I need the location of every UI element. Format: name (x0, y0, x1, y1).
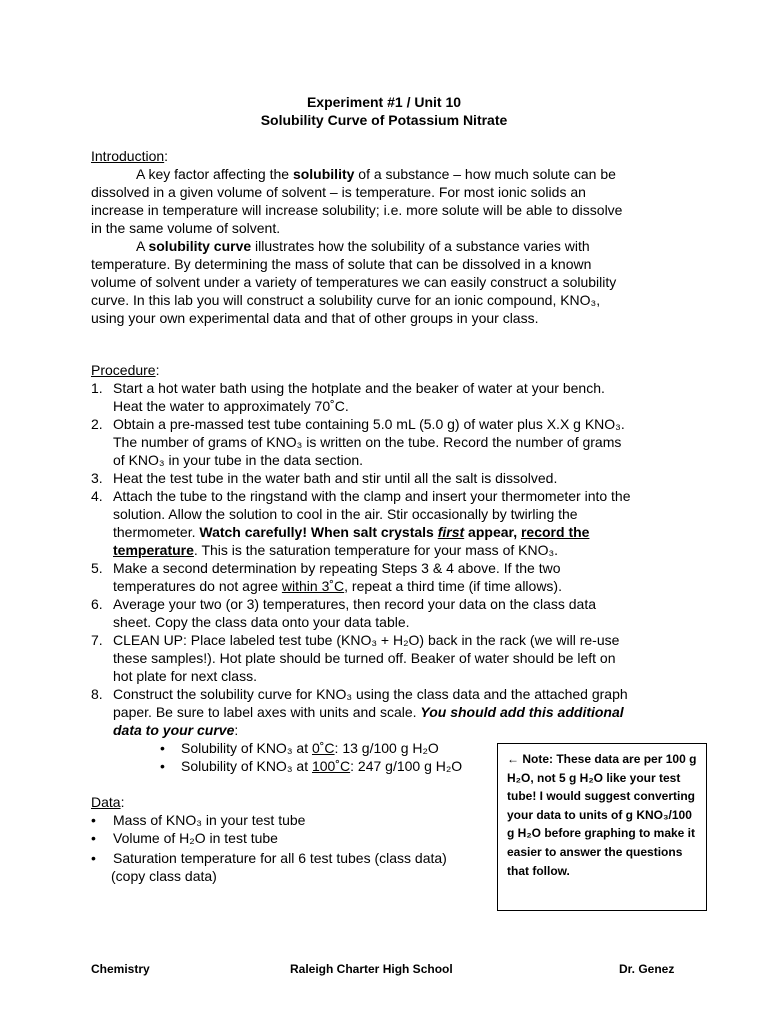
step-4-line2: solution. Allow the solution to cool in the air. Stir occasionally by twirling the (113, 506, 578, 522)
intro-p1-line3: increase in temperature will increase solubility; i.e. more solute will be able to dissolve (91, 202, 623, 218)
step-number-7: 7. (91, 632, 103, 648)
step-3-line1: Heat the test tube in the water bath and stir until all the salt is dissolved. (113, 470, 558, 486)
data-heading: Data: (91, 794, 125, 810)
step-4-line1: Attach the tube to the ringstand with the clamp and insert your thermometer into the (113, 488, 631, 504)
step-5-line1: Make a second determination by repeating Steps 3 & 4 above. If the two (113, 560, 561, 576)
step-2-line2: The number of grams of KNO₃ is written on the tube. Record the number of grams (113, 434, 622, 450)
experiment-subtitle: Solubility Curve of Potassium Nitrate (260, 112, 508, 128)
step-6-line1: Average your two (or 3) temperatures, then record your data on the class data (113, 596, 596, 612)
data-item-saturation-temp: Saturation temperature for all 6 test tubes (class data) (113, 850, 447, 866)
step-2-line3: of KNO₃ in your tube in the data section. (113, 452, 364, 468)
step-7-line1: CLEAN UP: Place labeled test tube (KNO₃ + H₂O) back in the rack (we will re-use (113, 632, 620, 648)
step-8-line3: data to your curve: (113, 722, 239, 738)
data-item-volume: Volume of H₂O in test tube (113, 830, 278, 846)
experiment-title: Experiment #1 / Unit 10 (306, 94, 462, 110)
intro-p2-line1: A solubility curve illustrates how the solubility of a substance varies with (136, 238, 590, 254)
step-8-line2: paper. Be sure to label axes with units and scale. You should add this additional (113, 704, 624, 720)
intro-p1-line4: in the same volume of solvent. (91, 220, 281, 236)
step-number-6: 6. (91, 596, 103, 612)
step-7-line3: hot plate for next class. (113, 668, 257, 684)
data-item-sub: (copy class data) (111, 868, 217, 884)
footer-school: Raleigh Charter High School (290, 962, 453, 976)
step-number-5: 5. (91, 560, 103, 576)
intro-p2-line2: temperature. By determining the mass of solute that can be dissolved in a known (91, 256, 592, 272)
step-6-line2: sheet. Copy the class data onto your data table. (113, 614, 410, 630)
bullet-marker: • (91, 830, 96, 846)
intro-p2-line4: curve. In this lab you will construct a solubility curve for an ionic compound, KNO₃, (91, 292, 601, 308)
step-7-line2: these samples!). Hot plate should be turned off. Beaker of water should be left on (113, 650, 616, 666)
step-number-2: 2. (91, 416, 103, 432)
intro-p1-line2: dissolved in a given volume of solvent – is temperature. For most ionic solids an (91, 184, 586, 200)
step-8-line1: Construct the solubility curve for KNO₃ using the class data and the attached graph (113, 686, 628, 702)
bullet-marker: • (160, 740, 165, 756)
note-text: These data are per 100 g H₂O, not 5 g H₂O like your test tube! I would suggest converting your data to units of g KNO₃/100 g H₂O before graphing to make it easier to answer the questions that follow. (507, 752, 697, 878)
note-box (497, 743, 707, 911)
left-arrow-icon: ← (507, 752, 519, 766)
step-4-line4: temperature. This is the saturation temperature for your mass of KNO₃. (113, 542, 559, 558)
extra-data-point-100c: Solubility of KNO₃ at 100˚C: 247 g/100 g H₂O (181, 758, 463, 774)
bullet-marker: • (91, 850, 96, 866)
intro-p1-line1: A key factor affecting the solubility of a substance – how much solute can be (136, 166, 616, 182)
step-number-4: 4. (91, 488, 103, 504)
bullet-marker: • (91, 812, 96, 828)
step-5-line2: temperatures do not agree within 3˚C, repeat a third time (if time allows). (113, 578, 562, 594)
extra-data-point-0c: Solubility of KNO₃ at 0˚C: 13 g/100 g H₂O (181, 740, 439, 756)
step-number-3: 3. (91, 470, 103, 486)
procedure-heading: Procedure: (91, 362, 160, 378)
step-1-line2: Heat the water to approximately 70˚C. (113, 398, 349, 414)
step-4-line3: thermometer. Watch carefully! When salt crystals first appear, record the (113, 524, 590, 540)
step-1-line1: Start a hot water bath using the hotplate and the beaker of water at your bench. (113, 380, 605, 396)
step-number-8: 8. (91, 686, 103, 702)
bullet-marker: • (160, 758, 165, 774)
data-item-mass: Mass of KNO₃ in your test tube (113, 812, 306, 828)
intro-p2-line3: volume of solvent under a variety of temperatures we can easily construct a solubility (91, 274, 617, 290)
footer-course: Chemistry (91, 962, 150, 976)
intro-p2-line5: using your own experimental data and that of other groups in your class. (91, 310, 539, 326)
intro-heading: Introduction: (91, 148, 169, 164)
note-label: Note: (522, 752, 554, 766)
footer-teacher: Dr. Genez (619, 962, 675, 976)
step-2-line1: Obtain a pre-massed test tube containing 5.0 mL (5.0 g) of water plus X.X g KNO₃. (113, 416, 625, 432)
step-number-1: 1. (91, 380, 103, 396)
